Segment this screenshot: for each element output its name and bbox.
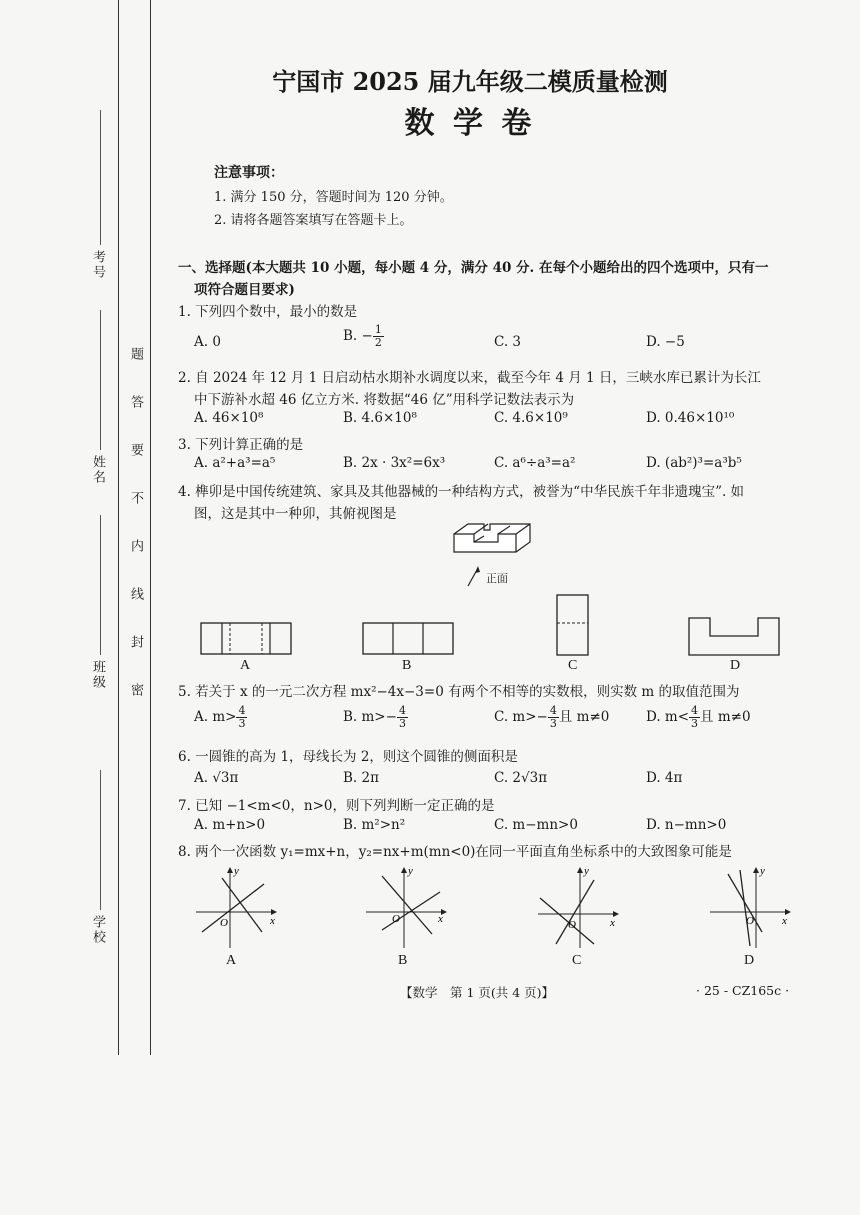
q1-option-c: C. 3 [494,334,522,350]
q5-b-prefix: B. m>− [343,709,397,725]
q2-option-a: A. 46×10⁸ [194,410,264,426]
notice-item-2: 2. 请将各题答案填写在答题卡上。 [214,213,413,228]
q2-option-d: D. 0.46×10¹⁰ [646,410,735,426]
origin-label: O [746,915,754,927]
q1-option-b [343,324,384,349]
seal-word: 要 [128,443,143,458]
q1-option-b-prefix: B. − [343,328,373,344]
q2-stem-2: 中下游补水超 46 亿立方米. 将数据“46 亿”用科学记数法表示为 [194,392,575,408]
q4-label-c: C [568,658,578,673]
axis-y-label: y [760,865,765,877]
margin-line-1 [118,0,119,1055]
q3-stem: 3. 下列计算正确的是 [178,437,304,453]
q5-stem: 5. 若关于 x 的一元二次方程 mx²−4x−3=0 有两个不相等的实数根，则实数 m 的取值范围为 [178,684,740,700]
q7-option-a: A. m+n>0 [194,817,266,833]
notice-item-1: 1. 满分 150 分，答题时间为 120 分钟。 [214,190,453,205]
blank-name[interactable] [100,310,101,450]
q7-option-b: B. m²>n² [343,817,406,833]
fraction: $\frac{4}{3}$ [398,704,406,730]
q1-option-a: A. 0 [194,334,221,350]
fraction: $\frac{4}{3}$ [549,704,557,730]
q8-label-b: B [398,953,408,968]
origin-label: O [392,913,400,925]
origin-label: O [220,917,228,929]
q6-stem: 6. 一圆锥的高为 1，母线长为 2，则这个圆锥的侧面积是 [178,749,518,765]
q3-option-a: A. a²+a³=a⁵ [194,455,276,471]
exam-title: 宁国市 2025 届九年级二模质量检测 [272,67,668,96]
seal-word: 题 [128,347,143,362]
q2-option-c: C. 4.6×10⁹ [494,410,568,426]
q4-option-d-figure [688,614,780,656]
seal-word: 封 [128,635,143,650]
q1-stem: 1. 下列四个数中，最小的数是 [178,304,358,320]
q6-option-c: C. 2√3π [494,770,548,786]
q5-option-b [343,705,408,730]
q8-label-d: D [744,953,755,968]
q6-option-a: A. √3π [194,770,239,786]
q3-option-b: B. 2x · 3x²=6x³ [343,455,446,471]
q5-d-prefix: D. m< [646,709,690,725]
q1-option-d: D. −5 [646,334,685,350]
q5-option-d [646,705,751,730]
axis-x-label: x [270,915,275,927]
q2-stem-1: 2. 自 2024 年 12 月 1 日启动枯水期补水调度以来，截至今年 4 月 1 日，三峡水库已累计为长江 [178,370,761,386]
q4-label-a: A [240,658,251,673]
field-school: 学校 [90,915,105,945]
fraction: $\frac{4}{3}$ [691,704,699,730]
section-heading-cont: 项符合题目要求) [194,282,295,298]
field-name: 姓名 [90,455,105,485]
q4-option-b-figure [362,622,454,656]
section-heading: 一、选择题(本大题共 10 小题，每小题 4 分，满分 40 分. 在每个小题给出的四个选项中，只有一 [178,260,769,276]
q8-graph-b [362,862,452,952]
seal-word: 线 [128,587,143,602]
q2-option-b: B. 4.6×10⁸ [343,410,417,426]
axis-y-label: y [584,865,589,877]
page-footer: 【数学 第 1 页(共 4 页)】 [400,985,555,1000]
exam-subtitle: 数 学 卷 [404,106,536,141]
q8-label-c: C [572,953,582,968]
seal-word: 不 [128,491,143,506]
axis-y-label: y [234,865,239,877]
q6-option-d: D. 4π [646,770,683,786]
q5-option-a [194,705,247,730]
q4-stem-1: 4. 榫卯是中国传统建筑、家具及其他器械的一种结构方式，被誉为“中华民族千年非遗瑰宝”. 如 [178,484,745,500]
q8-graph-a [192,862,282,952]
q7-stem: 7. 已知 −1<m<0，n>0，则下列判断一定正确的是 [178,798,495,814]
fraction: $\frac{1}{2}$ [374,323,382,349]
q8-stem: 8. 两个一次函数 y₁=mx+n，y₂=nx+m(mn<0)在同一平面直角坐标系中的大致图象可能是 [178,844,732,860]
origin-label: O [568,919,576,931]
q7-option-c: C. m−mn>0 [494,817,578,833]
axis-x-label: x [782,915,787,927]
q5-d-suffix: 且 m≠0 [700,709,751,725]
fraction: $\frac{4}{3}$ [238,704,246,730]
axis-y-label: y [408,865,413,877]
seal-word: 内 [128,539,143,554]
field-class: 班级 [90,660,105,690]
q4-option-a-figure [200,622,292,656]
seal-word: 答 [128,395,143,410]
blank-class[interactable] [100,515,101,655]
q8-label-a: A [226,953,237,968]
seal-word: 密 [128,683,143,698]
field-exam-number: 考号 [90,250,105,280]
q6-option-b: B. 2π [343,770,379,786]
margin-line-2 [150,0,151,1055]
q7-option-d: D. n−mn>0 [646,817,727,833]
q8-graph-d [706,862,796,952]
q5-option-c [494,705,609,730]
blank-school[interactable] [100,770,101,910]
axis-x-label: x [438,913,443,925]
front-view-label: 正面 [486,572,508,585]
notice-heading: 注意事项： [214,165,284,181]
q3-option-d: D. (ab²)³=a³b⁵ [646,455,742,471]
q3-option-c: C. a⁶÷a³=a² [494,455,576,471]
q8-graph-c [534,862,624,952]
q5-c-suffix: 且 m≠0 [558,709,610,725]
q4-label-d: D [730,658,741,673]
paper-code: · 25 - CZ165c · [696,983,790,998]
axis-x-label: x [610,917,615,929]
q5-a-prefix: A. m> [194,709,237,725]
q4-option-c-figure [556,594,590,656]
q5-c-prefix: C. m>− [494,709,548,725]
q4-stem-2: 图，这是其中一种卯，其俯视图是 [194,506,397,522]
q4-label-b: B [402,658,412,673]
